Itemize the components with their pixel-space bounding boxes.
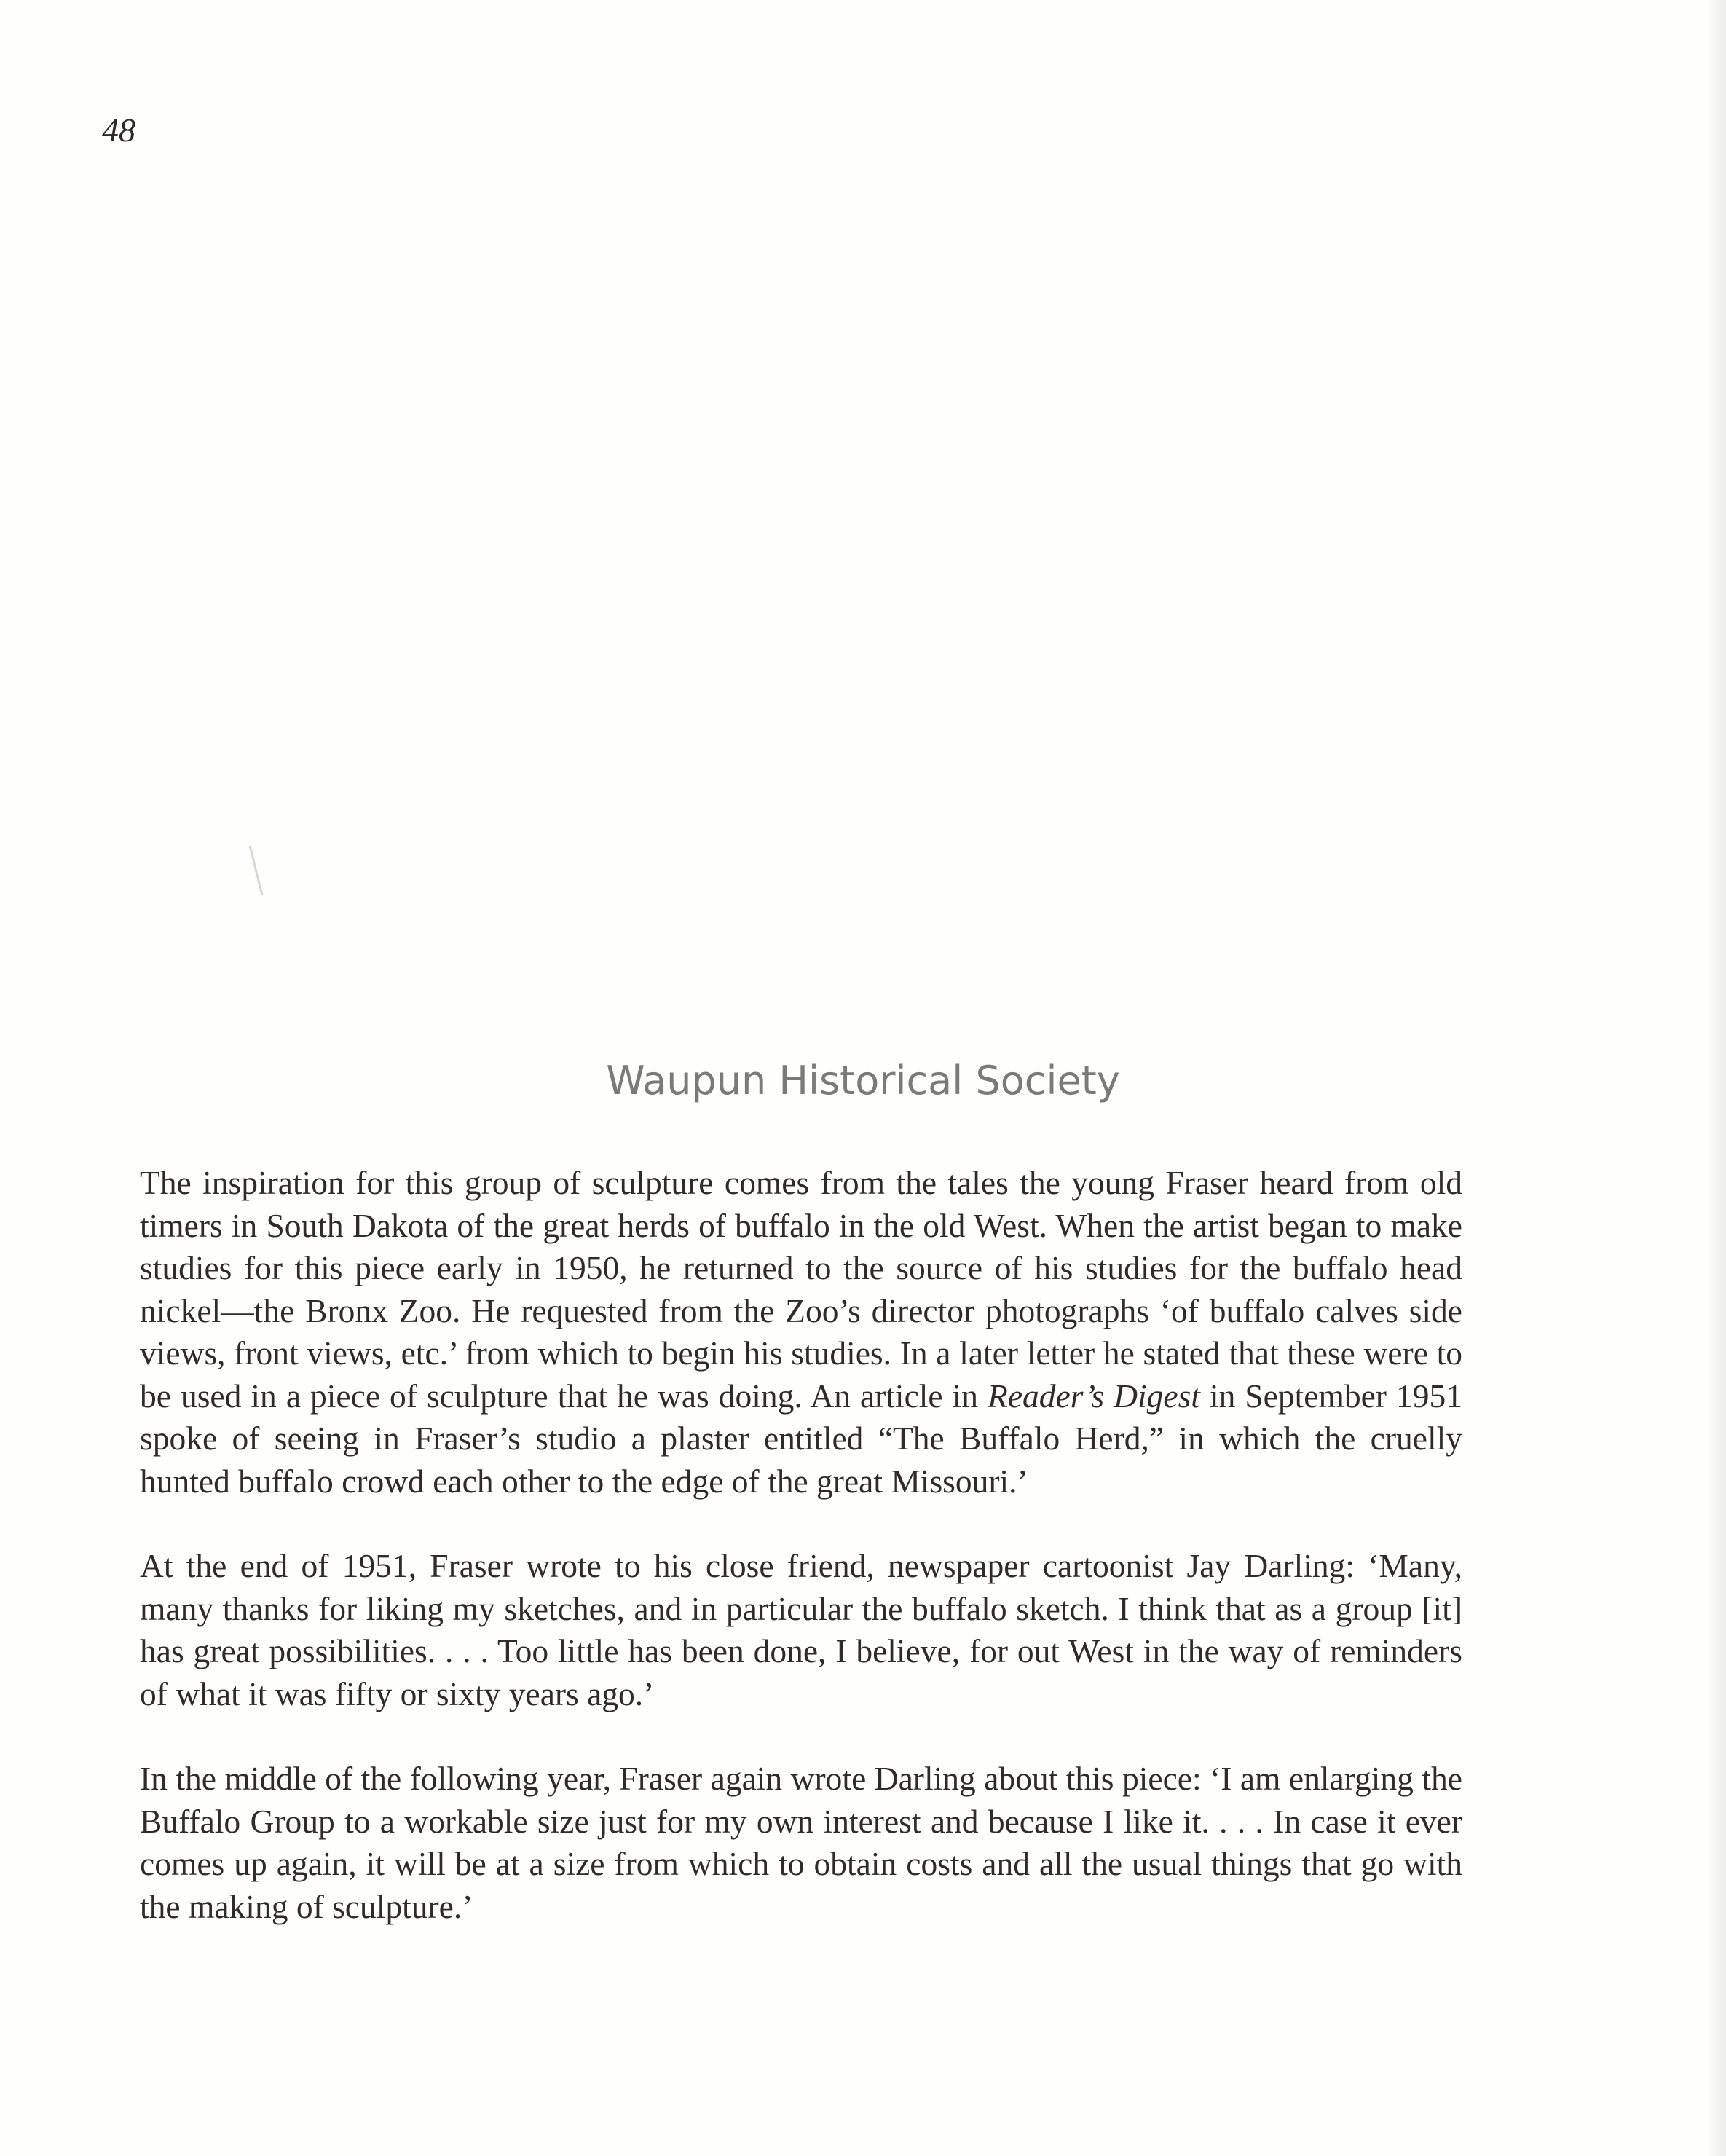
paragraph-1-text-start: The inspiration for this group of sculpture comes from the tales the young Fraser heard from old timers in South Dakota of the great herds of buffalo in the old West. When the artist began to make studies for this piece early in 1950, he returned to the source of his studies for the buffalo head nickel—the Bronx Zoo. He requested from the Zoo’s director photographs ‘of buffalo calves side views, front views, etc.’ from which to begin his studies. In a later letter he stated that these were to be used in a piece of sculpture that he was doing. An article in [140,1164,1462,1415]
illustration-space [138,189,1464,1020]
paragraph-3: In the middle of the following year, Fraser again wrote Darling about this piece: ‘I am enlarging the Buffalo Group to a workable size just for my own interest and because I like it. . . . In case it ever comes up again, it will be at a size from which to obtain costs and all the usual things that go with the making of sculpture.’ [140,1760,1462,1925]
publication-title: Reader’s Digest [988,1377,1200,1415]
body-text [140,1162,1462,1970]
page-number: 48 [102,111,135,149]
paragraph-1-text-end: in September 1951 spoke of seeing in Fraser’s studio a plaster entitled “The Buffalo Herd,” in which the cruelly hunted buffalo crowd each other to the edge of the great Missouri.’ [140,1377,1462,1500]
page-edge-shadow [1707,0,1726,2156]
paragraph-1 [140,1162,1462,1503]
paragraph-2: At the end of 1951, Fraser wrote to his close friend, newspaper cartoonist Jay Darling: ‘Many, many thanks for liking my sketches, and in particular the buffalo sketch. I think that as a group [it] has great possibilities. . . . Too little has been done, I believe, for out West in the way of reminders of what it was fifty or sixty years ago.’ [140,1547,1462,1712]
watermark-text: Waupun Historical Society [606,1058,1120,1103]
